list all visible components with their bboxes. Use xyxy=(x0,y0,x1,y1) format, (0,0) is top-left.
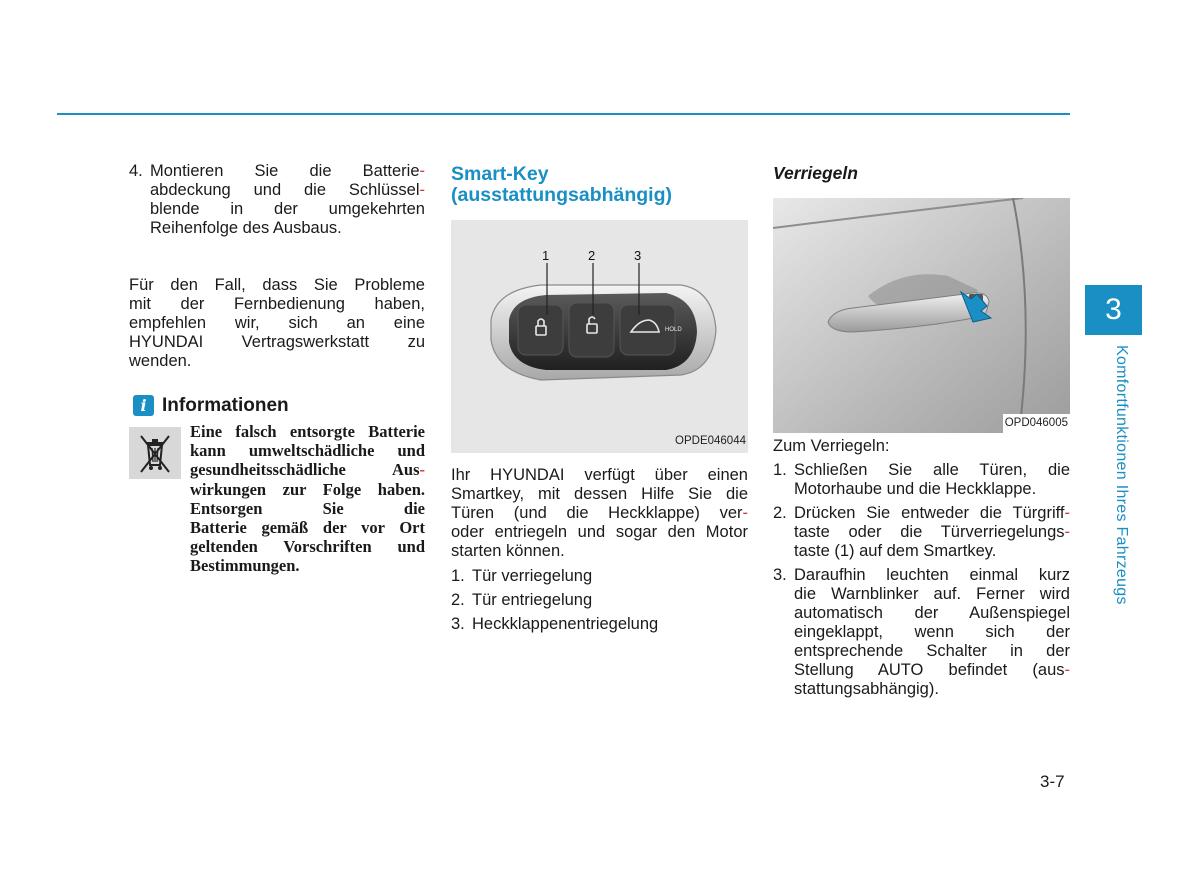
chapter-title: Komfortfunktionen Ihres Fahrzeugs xyxy=(1113,345,1130,605)
list-item: 2. Drücken Sie entweder die Türgriff- taste oder die Türverriegelungs- taste (1) auf dem Smartkey. xyxy=(773,504,1070,560)
callout-2: 2 xyxy=(588,248,596,263)
crossed-bin-icon xyxy=(129,427,181,479)
info-text: Eine falsch entsorgte Batterie kann umweltschädliche und gesundheitsschädliche Aus- wirkungen zur Folge haben. Entsorgen Sie die Batterie gemäß der vor Ort geltenden Vorschriften und Bestimmungen. xyxy=(190,422,425,576)
list-item: 1. Schließen Sie alle Türen, die Motorhaube und die Heckklappe. xyxy=(773,461,1070,498)
locking-steps xyxy=(773,461,1070,699)
door-handle-illustration xyxy=(773,198,1070,433)
list-item: 3. Daraufhin leuchten einmal kurz die Warnblinker auf. Ferner wird automatisch der Außenspiegel eingeklappt, wenn sich der entsprechende Schalter in der Stellung AUTO befindet (aus- stattungsabhängig). xyxy=(773,566,1070,698)
step-number: 4. xyxy=(129,162,143,180)
section-title: Smart-Key (ausstattungsabhängig) xyxy=(451,163,673,206)
figure-code: OPD046005 xyxy=(1003,414,1070,433)
smart-key-illustration xyxy=(451,220,748,453)
chapter-number-tab: 3 xyxy=(1085,285,1142,335)
step-text: Montieren Sie die Batterie- abdeckung und die Schlüssel- blende in der umgekehrten Reihenfolge des Ausbaus. xyxy=(150,162,425,237)
trouble-paragraph: Für den Fall, dass Sie Probleme mit der Fernbedienung haben, empfehlen wir, sich an eine HYUNDAI Vertragswerkstatt zu wenden. xyxy=(129,276,425,370)
callout-3: 3 xyxy=(634,248,642,263)
smart-key-figure xyxy=(451,220,748,453)
column-2 xyxy=(451,158,748,639)
callout-1: 1 xyxy=(542,248,550,263)
info-heading xyxy=(129,395,425,416)
column-1 xyxy=(129,158,425,576)
info-title: Informationen xyxy=(162,395,289,416)
list-item: 1. Tür verriegelung xyxy=(451,567,593,585)
header-rule xyxy=(57,113,1070,115)
hold-label: HOLD xyxy=(665,327,682,333)
list-item: 3. Heckklappenentriegelung xyxy=(451,615,659,633)
step-4 xyxy=(129,162,425,238)
intro-text: Zum Verriegeln: xyxy=(773,437,890,455)
page-number: 3-7 xyxy=(1040,772,1065,791)
button-list xyxy=(451,567,748,634)
figure-code: OPDE046044 xyxy=(675,435,746,447)
column-3 xyxy=(773,158,1070,704)
smartkey-paragraph: Ihr HYUNDAI verfügt über einen Smartkey, mit dessen Hilfe Sie die Türen (und die Heckklappe) ver- oder entriegeln und sogar den Motor starten können. xyxy=(451,466,748,560)
door-handle-figure xyxy=(773,198,1070,433)
list-item: 2. Tür entriegelung xyxy=(451,591,593,609)
info-box xyxy=(129,422,425,576)
subheading-verriegeln: Verriegeln xyxy=(773,163,858,183)
info-icon: i xyxy=(133,395,154,416)
